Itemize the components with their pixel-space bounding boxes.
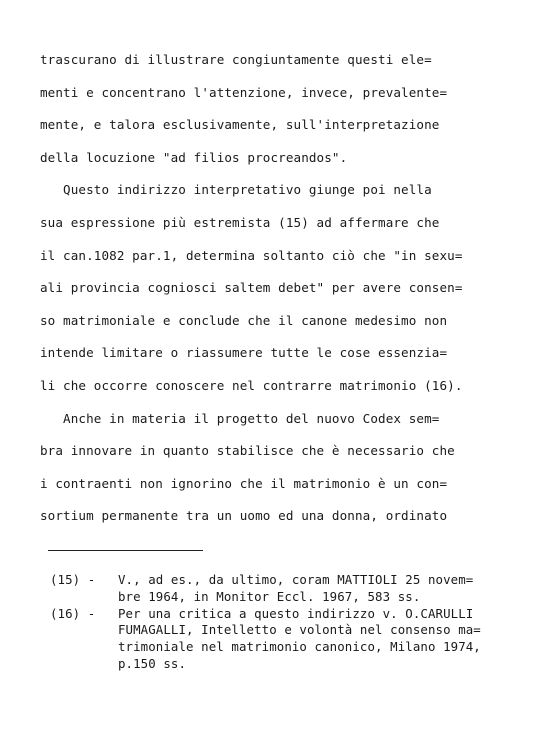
footnote-text (118, 572, 550, 606)
body-line: mente, e talora esclusivamente, sull'interpretazione (40, 117, 440, 133)
footnote-line: bre 1964, in Monitor Eccl. 1967, 583 ss. (118, 588, 421, 604)
footnote (50, 606, 550, 673)
body-text (40, 44, 550, 533)
footnote-line: FUMAGALLI, Intelletto e volontà nel consenso ma= (118, 622, 481, 638)
body-line: i contraenti non ignorino che il matrimonio è un con= (40, 475, 448, 491)
body-line: ali provincia cogniosci saltem debet" per avere consen= (40, 280, 463, 296)
body-line: Anche in materia il progetto del nuovo Codex sem= (40, 410, 440, 426)
footnote-text (118, 606, 550, 673)
body-line: sortium permanente tra un uomo ed una donna, ordinato (40, 508, 448, 524)
body-line: li che occorre conoscere nel contrarre matrimonio (16). (40, 377, 463, 393)
footnote-line: trimoniale nel matrimonio canonico, Milano 1974, (118, 639, 481, 655)
body-line: so matrimoniale e conclude che il canone medesimo non (40, 312, 448, 328)
body-line: bra innovare in quanto stabilisce che è necessario che (40, 443, 455, 459)
body-line: menti e concentrano l'attenzione, invece, prevalente= (40, 84, 448, 100)
body-line: della locuzione "ad filios procreandos". (40, 149, 348, 165)
footnotes (50, 572, 550, 673)
footnote-line: Per una critica a questo indirizzo v. O.CARULLI (118, 605, 474, 621)
footnote-separator (48, 550, 203, 551)
footnote-number: (16) - (50, 605, 96, 621)
body-line: Questo indirizzo interpretativo giunge poi nella (40, 182, 432, 198)
body-line: intende limitare o riassumere tutte le cose essenzia= (40, 345, 448, 361)
footnote (50, 572, 550, 606)
body-line: il can.1082 par.1, determina soltanto ciò che "in sexu= (40, 247, 463, 263)
footnote-number: (15) - (50, 572, 96, 587)
footnote-line: V., ad es., da ultimo, coram MATTIOLI 25 novem= (118, 572, 474, 587)
body-line: sua espressione più estremista (15) ad affermare che (40, 214, 440, 230)
footnote-line: p.150 ss. (118, 655, 187, 671)
body-line: trascurano di illustrare congiuntamente questi ele= (40, 52, 432, 67)
